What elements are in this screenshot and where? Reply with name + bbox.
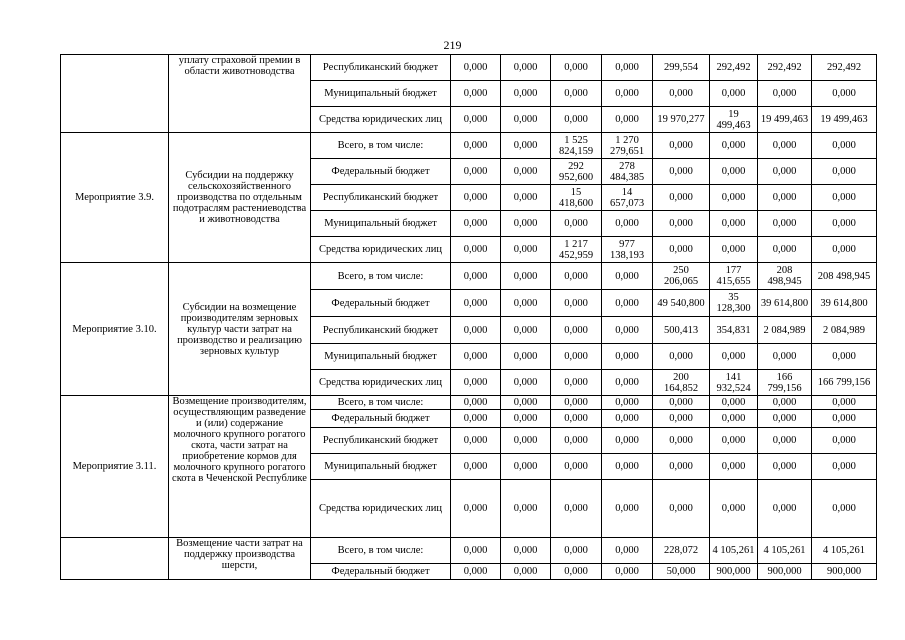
amount-cell: 0,000 — [551, 538, 602, 564]
amount-cell: 0,000 — [602, 538, 653, 564]
amount-cell: 0,000 — [501, 107, 551, 133]
description-cell: уплату страховой премии в области животноводства — [169, 55, 311, 133]
amount-cell: 0,000 — [551, 107, 602, 133]
amount-cell: 0,000 — [710, 396, 758, 410]
event-cell: Мероприятие 3.11. — [61, 396, 169, 538]
amount-cell: 900,000 — [758, 564, 812, 580]
amount-cell: 0,000 — [451, 107, 501, 133]
amount-cell: 299,554 — [653, 55, 710, 81]
amount-cell: 0,000 — [653, 428, 710, 454]
amount-cell: 0,000 — [501, 263, 551, 290]
amount-cell: 0,000 — [551, 396, 602, 410]
amount-cell: 292,492 — [758, 55, 812, 81]
amount-cell: 0,000 — [501, 564, 551, 580]
amount-cell: 0,000 — [710, 185, 758, 211]
amount-cell: 0,000 — [501, 454, 551, 480]
amount-cell: 0,000 — [653, 396, 710, 410]
amount-cell: 250 206,065 — [653, 263, 710, 290]
page-number: 219 — [443, 38, 462, 52]
amount-cell: 0,000 — [812, 480, 877, 538]
table-row — [61, 396, 877, 410]
amount-cell: 900,000 — [710, 564, 758, 580]
amount-cell: 0,000 — [501, 480, 551, 538]
table-row — [61, 55, 877, 81]
amount-cell: 977 138,193 — [602, 237, 653, 263]
amount-cell: 0,000 — [451, 133, 501, 159]
amount-cell: 0,000 — [501, 237, 551, 263]
amount-cell: 0,000 — [551, 370, 602, 396]
amount-cell: 0,000 — [758, 81, 812, 107]
amount-cell: 19 499,463 — [710, 107, 758, 133]
amount-cell: 0,000 — [501, 159, 551, 185]
amount-cell: 0,000 — [812, 211, 877, 237]
amount-cell: 0,000 — [501, 410, 551, 428]
amount-cell: 0,000 — [501, 81, 551, 107]
amount-cell: 0,000 — [710, 428, 758, 454]
amount-cell: 0,000 — [710, 480, 758, 538]
amount-cell: 0,000 — [451, 538, 501, 564]
amount-cell: 4 105,261 — [710, 538, 758, 564]
amount-cell: 208 498,945 — [812, 263, 877, 290]
amount-cell: 14 657,073 — [602, 185, 653, 211]
amount-cell: 0,000 — [812, 396, 877, 410]
amount-cell: 0,000 — [602, 263, 653, 290]
amount-cell: 39 614,800 — [758, 290, 812, 317]
funding-source-cell: Муниципальный бюджет — [311, 454, 451, 480]
amount-cell: 0,000 — [653, 133, 710, 159]
amount-cell: 177 415,655 — [710, 263, 758, 290]
amount-cell: 500,413 — [653, 317, 710, 344]
amount-cell: 0,000 — [602, 81, 653, 107]
amount-cell: 0,000 — [653, 454, 710, 480]
amount-cell: 354,831 — [710, 317, 758, 344]
amount-cell: 0,000 — [602, 564, 653, 580]
amount-cell: 0,000 — [551, 454, 602, 480]
amount-cell: 0,000 — [501, 538, 551, 564]
amount-cell: 0,000 — [451, 55, 501, 81]
amount-cell: 0,000 — [451, 237, 501, 263]
amount-cell: 19 970,277 — [653, 107, 710, 133]
amount-cell: 1 270 279,651 — [602, 133, 653, 159]
amount-cell: 0,000 — [551, 290, 602, 317]
amount-cell: 0,000 — [602, 317, 653, 344]
amount-cell: 0,000 — [812, 185, 877, 211]
amount-cell: 278 484,385 — [602, 159, 653, 185]
budget-table — [60, 54, 877, 580]
amount-cell: 0,000 — [451, 454, 501, 480]
amount-cell: 0,000 — [653, 480, 710, 538]
amount-cell: 0,000 — [758, 428, 812, 454]
amount-cell: 0,000 — [451, 159, 501, 185]
amount-cell: 0,000 — [758, 159, 812, 185]
amount-cell: 166 799,156 — [812, 370, 877, 396]
amount-cell: 292,492 — [710, 55, 758, 81]
amount-cell: 0,000 — [758, 211, 812, 237]
amount-cell: 0,000 — [653, 81, 710, 107]
amount-cell: 0,000 — [602, 428, 653, 454]
amount-cell: 0,000 — [501, 428, 551, 454]
amount-cell: 15 418,600 — [551, 185, 602, 211]
amount-cell: 0,000 — [451, 81, 501, 107]
funding-source-cell: Республиканский бюджет — [311, 317, 451, 344]
amount-cell: 0,000 — [710, 133, 758, 159]
amount-cell: 0,000 — [602, 55, 653, 81]
amount-cell: 0,000 — [451, 317, 501, 344]
amount-cell: 0,000 — [812, 344, 877, 370]
amount-cell: 0,000 — [551, 55, 602, 81]
funding-source-cell: Федеральный бюджет — [311, 290, 451, 317]
funding-source-cell: Федеральный бюджет — [311, 159, 451, 185]
amount-cell: 0,000 — [501, 133, 551, 159]
amount-cell: 0,000 — [501, 290, 551, 317]
amount-cell: 0,000 — [501, 344, 551, 370]
amount-cell: 0,000 — [812, 428, 877, 454]
funding-source-cell: Муниципальный бюджет — [311, 344, 451, 370]
amount-cell: 0,000 — [812, 159, 877, 185]
amount-cell: 0,000 — [551, 564, 602, 580]
amount-cell: 166 799,156 — [758, 370, 812, 396]
amount-cell: 0,000 — [653, 211, 710, 237]
amount-cell: 4 105,261 — [812, 538, 877, 564]
funding-source-cell: Средства юридических лиц — [311, 370, 451, 396]
amount-cell: 0,000 — [551, 344, 602, 370]
funding-source-cell: Федеральный бюджет — [311, 410, 451, 428]
amount-cell: 1 525 824,159 — [551, 133, 602, 159]
amount-cell: 0,000 — [451, 428, 501, 454]
funding-source-cell: Средства юридических лиц — [311, 107, 451, 133]
funding-source-cell: Всего, в том числе: — [311, 263, 451, 290]
amount-cell: 1 217 452,959 — [551, 237, 602, 263]
amount-cell: 292 952,600 — [551, 159, 602, 185]
amount-cell: 0,000 — [451, 263, 501, 290]
amount-cell: 0,000 — [501, 317, 551, 344]
amount-cell: 0,000 — [451, 211, 501, 237]
amount-cell: 35 128,300 — [710, 290, 758, 317]
amount-cell: 0,000 — [602, 370, 653, 396]
event-cell: Мероприятие 3.10. — [61, 263, 169, 396]
amount-cell: 0,000 — [758, 344, 812, 370]
amount-cell: 0,000 — [812, 81, 877, 107]
amount-cell: 0,000 — [451, 290, 501, 317]
amount-cell: 0,000 — [653, 159, 710, 185]
table-row — [61, 263, 877, 290]
amount-cell: 0,000 — [501, 396, 551, 410]
funding-source-cell: Всего, в том числе: — [311, 396, 451, 410]
amount-cell: 0,000 — [451, 185, 501, 211]
amount-cell: 39 614,800 — [812, 290, 877, 317]
amount-cell: 0,000 — [710, 344, 758, 370]
funding-source-cell: Средства юридических лиц — [311, 237, 451, 263]
funding-source-cell: Федеральный бюджет — [311, 564, 451, 580]
amount-cell: 141 932,524 — [710, 370, 758, 396]
funding-source-cell: Муниципальный бюджет — [311, 81, 451, 107]
amount-cell: 0,000 — [710, 81, 758, 107]
amount-cell: 0,000 — [602, 480, 653, 538]
funding-source-cell: Республиканский бюджет — [311, 55, 451, 81]
amount-cell: 19 499,463 — [758, 107, 812, 133]
amount-cell: 0,000 — [551, 428, 602, 454]
amount-cell: 0,000 — [758, 480, 812, 538]
amount-cell: 0,000 — [812, 133, 877, 159]
amount-cell: 0,000 — [451, 480, 501, 538]
table-row — [61, 133, 877, 159]
amount-cell: 2 084,989 — [758, 317, 812, 344]
description-cell: Возмещение производителям, осуществляющим разведение и (или) содержание молочного крупного рогатого скота, части затрат на приобретение кормов для молочного крупного рогатого скота в Чеченской Республике — [169, 396, 311, 538]
table-row — [61, 538, 877, 564]
amount-cell: 0,000 — [602, 290, 653, 317]
amount-cell: 200 164,852 — [653, 370, 710, 396]
funding-source-cell: Средства юридических лиц — [311, 480, 451, 538]
amount-cell: 0,000 — [451, 396, 501, 410]
amount-cell: 0,000 — [551, 317, 602, 344]
funding-source-cell: Всего, в том числе: — [311, 133, 451, 159]
amount-cell: 292,492 — [812, 55, 877, 81]
amount-cell: 0,000 — [653, 185, 710, 211]
funding-source-cell: Муниципальный бюджет — [311, 211, 451, 237]
amount-cell: 0,000 — [602, 344, 653, 370]
amount-cell: 0,000 — [758, 237, 812, 263]
funding-source-cell: Республиканский бюджет — [311, 428, 451, 454]
amount-cell: 0,000 — [551, 480, 602, 538]
description-cell: Возмещение части затрат на поддержку производства шерсти, — [169, 538, 311, 580]
amount-cell: 0,000 — [710, 237, 758, 263]
amount-cell: 19 499,463 — [812, 107, 877, 133]
amount-cell: 2 084,989 — [812, 317, 877, 344]
amount-cell: 0,000 — [501, 185, 551, 211]
amount-cell: 0,000 — [451, 410, 501, 428]
amount-cell: 0,000 — [758, 185, 812, 211]
amount-cell: 50,000 — [653, 564, 710, 580]
amount-cell: 0,000 — [501, 55, 551, 81]
description-cell: Субсидии на поддержку сельскохозяйственного производства по отдельным подотраслям растениеводства и животноводства — [169, 133, 311, 263]
amount-cell: 0,000 — [451, 370, 501, 396]
amount-cell: 4 105,261 — [758, 538, 812, 564]
amount-cell: 0,000 — [710, 410, 758, 428]
amount-cell: 49 540,800 — [653, 290, 710, 317]
amount-cell: 228,072 — [653, 538, 710, 564]
amount-cell: 0,000 — [451, 344, 501, 370]
amount-cell: 0,000 — [710, 159, 758, 185]
funding-source-cell: Всего, в том числе: — [311, 538, 451, 564]
amount-cell: 900,000 — [812, 564, 877, 580]
amount-cell: 0,000 — [602, 410, 653, 428]
funding-source-cell: Республиканский бюджет — [311, 185, 451, 211]
amount-cell: 208 498,945 — [758, 263, 812, 290]
event-cell: Мероприятие 3.9. — [61, 133, 169, 263]
event-cell — [61, 55, 169, 133]
amount-cell: 0,000 — [551, 263, 602, 290]
amount-cell: 0,000 — [602, 454, 653, 480]
amount-cell: 0,000 — [758, 133, 812, 159]
amount-cell: 0,000 — [653, 344, 710, 370]
amount-cell: 0,000 — [602, 107, 653, 133]
amount-cell: 0,000 — [602, 211, 653, 237]
amount-cell: 0,000 — [551, 81, 602, 107]
amount-cell: 0,000 — [758, 410, 812, 428]
amount-cell: 0,000 — [812, 237, 877, 263]
amount-cell: 0,000 — [812, 410, 877, 428]
amount-cell: 0,000 — [551, 410, 602, 428]
amount-cell: 0,000 — [812, 454, 877, 480]
amount-cell: 0,000 — [758, 454, 812, 480]
amount-cell: 0,000 — [710, 211, 758, 237]
amount-cell: 0,000 — [551, 211, 602, 237]
amount-cell: 0,000 — [653, 410, 710, 428]
amount-cell: 0,000 — [758, 396, 812, 410]
amount-cell: 0,000 — [451, 564, 501, 580]
amount-cell: 0,000 — [653, 237, 710, 263]
amount-cell: 0,000 — [602, 396, 653, 410]
amount-cell: 0,000 — [501, 370, 551, 396]
amount-cell: 0,000 — [710, 454, 758, 480]
description-cell: Субсидии на возмещение производителям зерновых культур части затрат на производство и реализацию зерновых культур — [169, 263, 311, 396]
event-cell — [61, 538, 169, 580]
amount-cell: 0,000 — [501, 211, 551, 237]
